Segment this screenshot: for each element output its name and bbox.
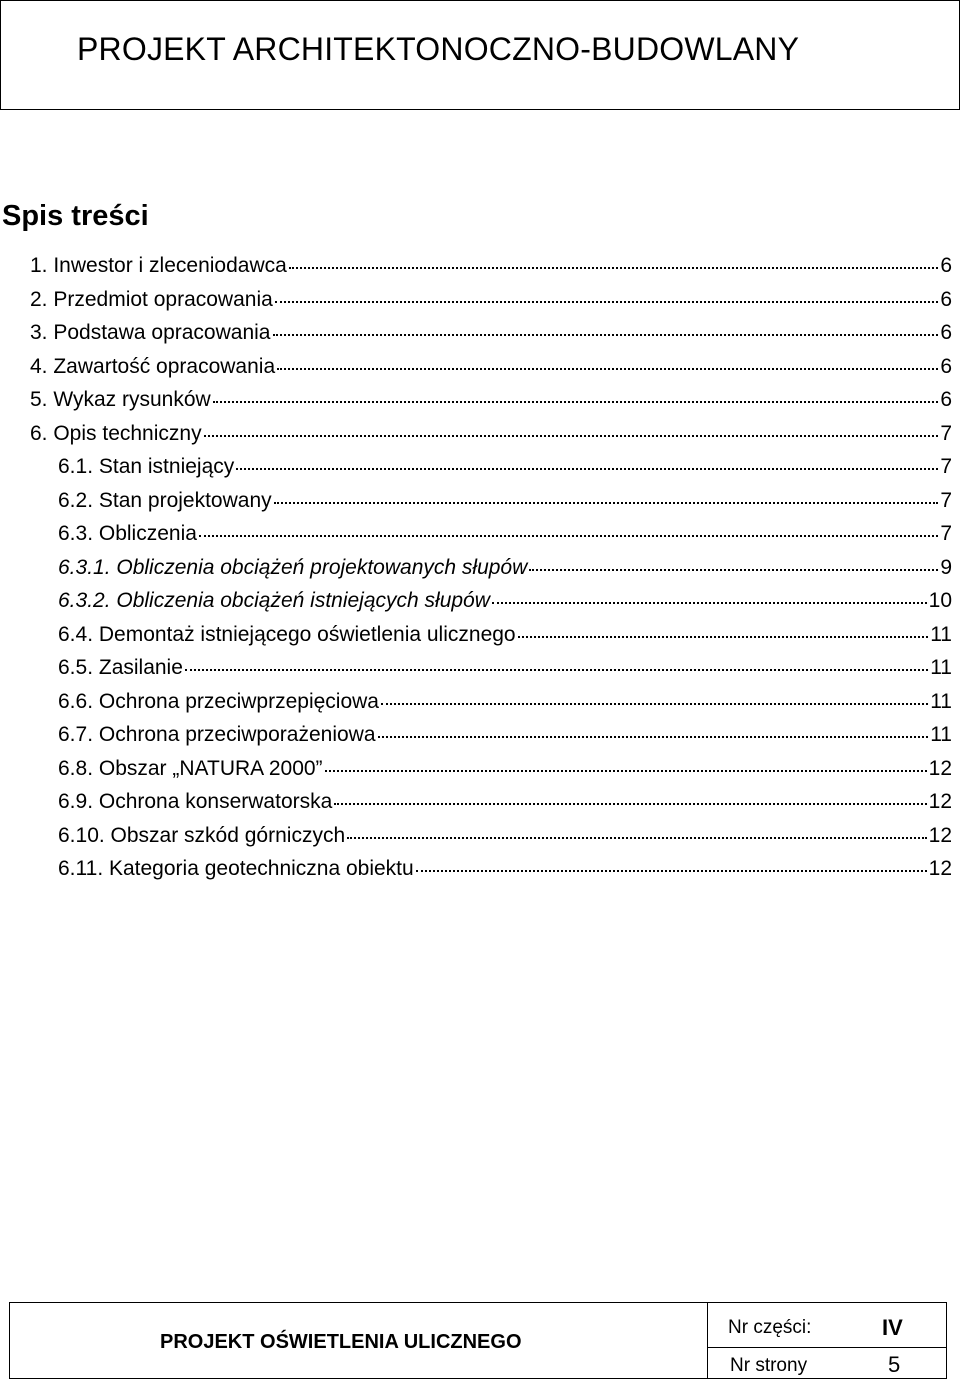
toc-entry[interactable] bbox=[58, 857, 952, 890]
toc-entry[interactable] bbox=[58, 522, 952, 555]
toc-entry-leader-dots bbox=[416, 870, 927, 872]
footer-part-value: IV bbox=[882, 1315, 903, 1340]
toc-entry-leader-dots bbox=[274, 502, 939, 504]
toc-entry-page-number: 6 bbox=[940, 354, 952, 378]
toc-entry-label: 6.3.1. Obliczenia obciążeń projektowanych słupów bbox=[58, 555, 528, 579]
toc-entry-leader-dots bbox=[325, 770, 927, 772]
toc-entry[interactable] bbox=[58, 455, 952, 488]
toc-entry-page-number: 6 bbox=[940, 321, 952, 344]
toc-entry[interactable] bbox=[30, 321, 952, 354]
toc-entry[interactable] bbox=[30, 288, 952, 321]
toc-entry-leader-dots bbox=[334, 803, 926, 805]
toc-entry[interactable] bbox=[58, 824, 952, 857]
footer-page-value: 5 bbox=[888, 1352, 901, 1377]
toc-entry-leader-dots bbox=[492, 602, 927, 604]
toc-entry-page-number: 10 bbox=[928, 589, 952, 612]
toc-entry-leader-dots bbox=[277, 368, 938, 370]
toc-entry[interactable] bbox=[58, 589, 952, 622]
toc-entry-label: 6.4. Demontaż istniejącego oświetlenia ulicznego bbox=[58, 622, 516, 646]
toc-entry-page-number: 7 bbox=[940, 488, 952, 512]
toc-entry-page-number: 12 bbox=[928, 790, 952, 813]
footer-page-label: Nr strony bbox=[730, 1355, 808, 1376]
toc-entry[interactable] bbox=[58, 723, 952, 756]
toc-entry[interactable] bbox=[58, 690, 952, 723]
toc-entry-label: 6.3.2. Obliczenia obciążeń istniejących słupów bbox=[58, 589, 490, 612]
toc-entry-leader-dots bbox=[381, 703, 928, 705]
toc-entry-leader-dots bbox=[347, 837, 927, 839]
toc-entry-leader-dots bbox=[529, 569, 938, 571]
toc-entry-leader-dots bbox=[185, 669, 928, 671]
document-title: PROJEKT ARCHITEKTONOCZNO-BUDOWLANY bbox=[77, 31, 800, 67]
toc-entry-page-number: 12 bbox=[928, 756, 952, 780]
toc-entry-label: 6.2. Stan projektowany bbox=[58, 488, 272, 512]
toc-entry-leader-dots bbox=[213, 401, 939, 403]
toc-entry-label: 1. Inwestor i zleceniodawca bbox=[30, 254, 287, 277]
toc-entry-label: 2. Przedmiot opracowania bbox=[30, 287, 273, 311]
toc-entry-leader-dots bbox=[275, 301, 939, 303]
toc-entry-label: 6.5. Zasilanie bbox=[58, 656, 183, 679]
page-footer bbox=[9, 1302, 947, 1379]
toc-entry-leader-dots bbox=[236, 468, 938, 470]
toc-entry-page-number: 11 bbox=[930, 689, 952, 713]
toc-entry-label: 6.8. Obszar „NATURA 2000” bbox=[58, 756, 323, 780]
footer-part-label: Nr części: bbox=[728, 1317, 812, 1338]
toc-entry-label: 5. Wykaz rysunków bbox=[30, 388, 211, 411]
toc-entry[interactable] bbox=[58, 556, 952, 589]
toc-entry[interactable] bbox=[58, 757, 952, 790]
toc-entry-leader-dots bbox=[199, 535, 938, 537]
toc-entry-leader-dots bbox=[518, 636, 929, 638]
footer-project-name: PROJEKT OŚWIETLENIA ULICZNEGO bbox=[160, 1331, 522, 1353]
toc-entry-label: 6.10. Obszar szkód górniczych bbox=[58, 823, 346, 847]
toc-heading: Spis treści bbox=[2, 200, 149, 232]
toc-entry-leader-dots bbox=[273, 334, 939, 336]
toc-entry-page-number: 11 bbox=[930, 723, 952, 746]
toc-entry-label: 6.11. Kategoria geotechniczna obiektu bbox=[58, 857, 414, 880]
footer-divider-horizontal bbox=[707, 1347, 947, 1348]
toc-entry-leader-dots bbox=[289, 267, 939, 269]
toc-entry[interactable] bbox=[30, 355, 952, 388]
toc-entry-label: 6.3. Obliczenia bbox=[58, 522, 197, 545]
toc-entry-leader-dots bbox=[378, 736, 929, 738]
toc-entry-label: 4. Zawartość opracowania bbox=[30, 354, 276, 378]
toc-entry-page-number: 11 bbox=[930, 656, 952, 679]
toc-entry-label: 6.9. Ochrona konserwatorska bbox=[58, 790, 333, 813]
toc-entry-page-number: 6 bbox=[940, 388, 952, 411]
toc-entry-page-number: 7 bbox=[940, 522, 952, 545]
toc-entry[interactable] bbox=[30, 422, 952, 455]
toc-entry[interactable] bbox=[58, 489, 952, 522]
toc-entry[interactable] bbox=[58, 790, 952, 823]
toc-entry-label: 6.1. Stan istniejący bbox=[58, 455, 235, 478]
toc-entry-page-number: 11 bbox=[930, 622, 952, 646]
toc-entry-page-number: 12 bbox=[928, 857, 952, 880]
footer-divider-vertical bbox=[707, 1303, 708, 1378]
toc-entry-label: 6.7. Ochrona przeciwporażeniowa bbox=[58, 723, 376, 746]
toc-entry[interactable] bbox=[30, 254, 952, 287]
toc-entry-page-number: 6 bbox=[940, 254, 952, 277]
toc-entry-page-number: 6 bbox=[940, 287, 952, 311]
toc-entry[interactable] bbox=[58, 623, 952, 656]
page-header bbox=[0, 0, 960, 110]
toc-entry-label: 6. Opis techniczny bbox=[30, 421, 202, 445]
toc-entry-page-number: 7 bbox=[940, 455, 952, 478]
toc-entry-label: 3. Podstawa opracowania bbox=[30, 321, 271, 344]
toc-entry-page-number: 7 bbox=[940, 421, 952, 445]
toc-entry-page-number: 9 bbox=[940, 555, 952, 579]
toc-entry[interactable] bbox=[58, 656, 952, 689]
toc-entry-label: 6.6. Ochrona przeciwprzepięciowa bbox=[58, 689, 379, 713]
toc-entry-page-number: 12 bbox=[928, 823, 952, 847]
toc-entry[interactable] bbox=[30, 388, 952, 421]
toc-entry-leader-dots bbox=[204, 435, 939, 437]
